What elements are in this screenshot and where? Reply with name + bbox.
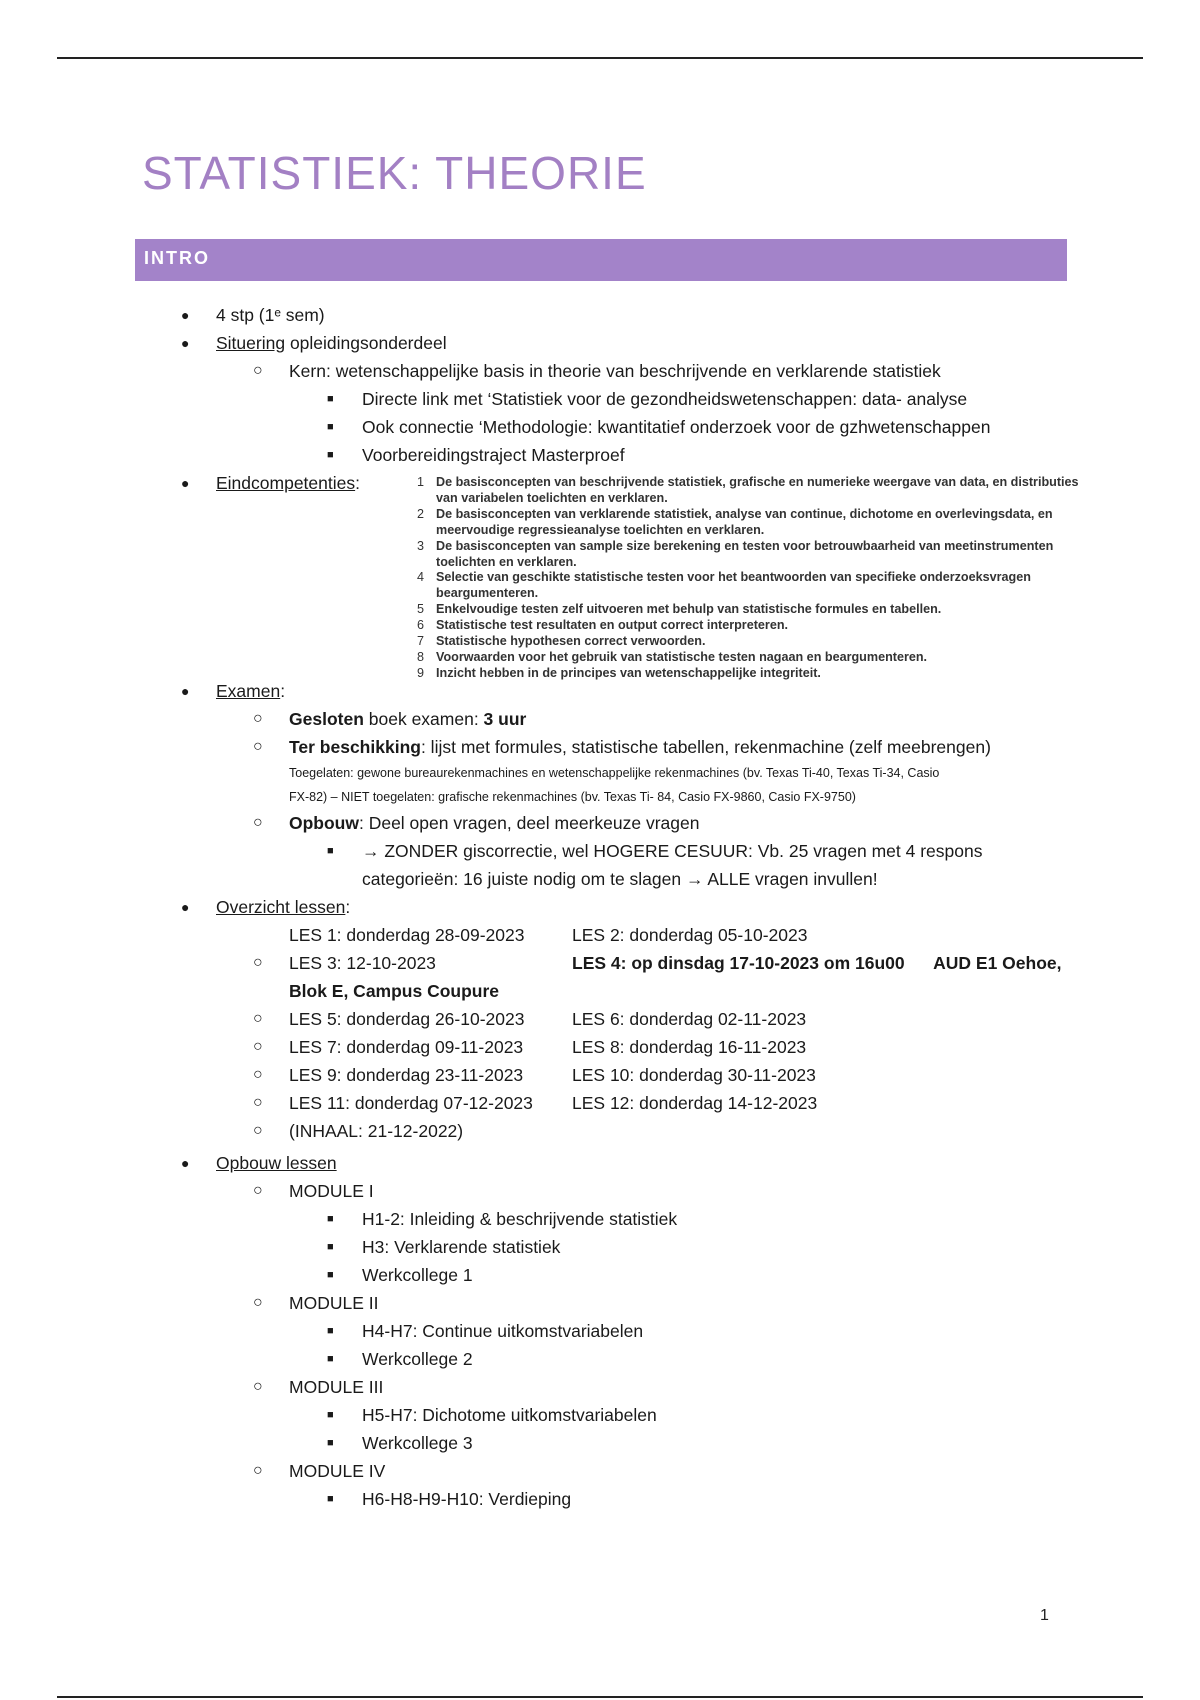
lesson-date: LES 6: donderdag 02-11-2023 — [572, 1009, 807, 1029]
lesson-date: LES 10: donderdag 30-11-2023 — [572, 1065, 816, 1085]
lesson-date: LES 8: donderdag 16-11-2023 — [572, 1037, 807, 1057]
list-item-gesloten — [253, 705, 1200, 733]
lesson-inhaal — [253, 1117, 1200, 1145]
circle-bullet-icon: ○ — [253, 1094, 263, 1111]
square-bullet-icon: ■ — [327, 1213, 334, 1225]
module-heading — [253, 1177, 1200, 1205]
competency-number: 6 — [417, 618, 425, 633]
competency-item — [413, 507, 1093, 539]
competency-item — [413, 539, 1093, 571]
square-bullet-icon: ■ — [327, 1325, 334, 1337]
competency-number: 3 — [417, 538, 425, 553]
list-item-kern-masterproef — [327, 441, 1200, 469]
footer-rule — [57, 1696, 1143, 1698]
document-body — [0, 301, 1200, 1513]
competency-text: Inzicht hebben in de principes van wetenschappelijke integriteit. — [436, 665, 821, 680]
cesuur-line-2: categorieën: 16 juiste nodig om te slagen → ALLE vragen invullen! — [362, 869, 878, 889]
inhaal-text: (INHAAL: 21-12-2022) — [289, 1121, 464, 1141]
module-item-text: H1-2: Inleiding & beschrijvende statistiek — [362, 1209, 678, 1229]
list-item-situering — [181, 329, 1200, 357]
competency-item — [413, 618, 1093, 634]
bullet-icon: ● — [181, 307, 190, 323]
kern-item-text: Ook connectie ‘Methodologie: kwantitatief onderzoek voor de gzhwetenschappen — [362, 417, 991, 437]
lesson-row-1-2 — [289, 921, 1200, 949]
module-item — [327, 1401, 1200, 1429]
list-item-stp — [181, 301, 1200, 329]
lesson-location-row — [289, 977, 1200, 1005]
module-item-text: Werkcollege 2 — [362, 1349, 473, 1369]
circle-bullet-icon: ○ — [253, 1066, 263, 1083]
circle-bullet-icon: ○ — [253, 814, 263, 831]
toegelaten-line-2: FX-82) – NIET toegelaten: grafische rekenmachines (bv. Texas Ti- 84, Casio FX-9860, Casio FX-9750) — [289, 790, 856, 804]
opbouw-text: : Deel open vragen, deel meerkeuze vragen — [358, 813, 700, 833]
circle-bullet-icon: ○ — [253, 710, 263, 727]
section-heading-intro: INTRO — [135, 239, 1067, 281]
lesson-location: Blok E, Campus Coupure — [289, 981, 500, 1001]
circle-bullet-icon: ○ — [253, 1122, 263, 1139]
competency-item — [413, 570, 1093, 602]
circle-bullet-icon: ○ — [253, 362, 263, 379]
lesson-date: LES 12: donderdag 14-12-2023 — [572, 1093, 818, 1113]
module-item — [327, 1233, 1200, 1261]
competency-text: Statistische hypothesen correct verwoorden. — [436, 634, 706, 649]
circle-bullet-icon: ○ — [253, 954, 263, 971]
bullet-icon: ● — [181, 683, 190, 699]
module-name: MODULE IV — [289, 1461, 386, 1481]
module-name: MODULE I — [289, 1181, 374, 1201]
module-item — [327, 1205, 1200, 1233]
module-heading — [253, 1457, 1200, 1485]
list-item-opbouw — [253, 809, 1200, 837]
module-item-text: H3: Verklarende statistiek — [362, 1237, 561, 1257]
lesson-date: LES 1: donderdag 28-09-2023 — [289, 925, 525, 945]
competency-number: 2 — [417, 506, 425, 521]
list-item-cesuur — [327, 837, 1200, 865]
exam-duration: 3 uur — [483, 709, 527, 729]
cesuur-line-1: → ZONDER giscorrectie, wel HOGERE CESUUR: Vb. 25 vragen met 4 respons — [362, 841, 983, 861]
competency-text: Statistische test resultaten en output correct interpreteren. — [436, 618, 789, 633]
module-item — [327, 1485, 1200, 1513]
lesson-date: LES 3: 12-10-2023 — [289, 953, 436, 973]
module-item-text: H4-H7: Continue uitkomstvariabelen — [362, 1321, 644, 1341]
competency-text: De basisconcepten van sample size berekening en testen voor betrouwbaarheid van meetinstrumenten toelichten en verklaren. — [436, 538, 1054, 569]
circle-bullet-icon: ○ — [253, 1462, 263, 1479]
lesson-row-9-10 — [253, 1061, 1200, 1089]
competency-list — [413, 475, 1093, 682]
module-item-text: H5-H7: Dichotome uitkomstvariabelen — [362, 1405, 657, 1425]
list-item-kern-connectie — [327, 413, 1200, 441]
list-item-opbouw-lessen — [181, 1149, 1200, 1177]
list-item-ter-beschikking — [253, 733, 1200, 761]
lesson-row-5-6 — [253, 1005, 1200, 1033]
situering-label: Situering — [216, 333, 286, 353]
list-item-eindcompetenties — [0, 469, 1200, 680]
lesson-row-7-8 — [253, 1033, 1200, 1061]
lesson-date: LES 11: donderdag 07-12-2023 — [289, 1093, 533, 1113]
competency-text: Enkelvoudige testen zelf uitvoeren met behulp van statistische formules en tabellen. — [436, 602, 942, 617]
module-item — [327, 1429, 1200, 1457]
square-bullet-icon: ■ — [327, 1241, 334, 1253]
lesson-row-11-12 — [253, 1089, 1200, 1117]
eindcompetenties-label: Eindcompetenties — [216, 473, 356, 493]
header-rule — [57, 57, 1143, 59]
circle-bullet-icon: ○ — [253, 1010, 263, 1027]
module-item-text: Werkcollege 3 — [362, 1433, 473, 1453]
kern-item-text: Directe link met ‘Statistiek voor de gezondheidswetenschappen: data- analyse — [362, 389, 968, 409]
module-item — [327, 1317, 1200, 1345]
lesson-row-3-4 — [253, 949, 1200, 977]
circle-bullet-icon: ○ — [253, 1378, 263, 1395]
lesson-date: LES 7: donderdag 09-11-2023 — [289, 1037, 524, 1057]
list-item-examen — [181, 677, 1200, 705]
competency-number: 5 — [417, 602, 425, 617]
competency-text: De basisconcepten van verklarende statistiek, analyse van continue, dichotome en overlevingsdata, en meervoudige regressieanalyse toelichten en verklaren. — [436, 506, 1053, 537]
gesloten-label: Gesloten — [289, 709, 364, 729]
square-bullet-icon: ■ — [327, 1437, 334, 1449]
competency-item — [413, 650, 1093, 666]
examen-colon: : — [280, 681, 286, 701]
competency-number: 7 — [417, 634, 425, 649]
lesson-date: LES 9: donderdag 23-11-2023 — [289, 1065, 524, 1085]
competency-text: De basisconcepten van beschrijvende statistiek, grafische en numerieke weergave van data, en distributies van variabelen toelichten en verklaren. — [436, 475, 1079, 505]
list-item-kern-link — [327, 385, 1200, 413]
circle-bullet-icon: ○ — [253, 738, 263, 755]
bullet-icon: ● — [181, 1155, 190, 1171]
competency-text: Voorwaarden voor het gebruik van statistische testen nagaan en beargumenteren. — [436, 649, 928, 664]
circle-bullet-icon: ○ — [253, 1038, 263, 1055]
examen-label: Examen — [216, 681, 281, 701]
competency-item — [413, 475, 1093, 507]
square-bullet-icon: ■ — [327, 1353, 334, 1365]
page-title: STATISTIEK: THEORIE — [142, 147, 647, 199]
bullet-icon: ● — [181, 475, 190, 491]
square-bullet-icon: ■ — [327, 1269, 334, 1281]
square-bullet-icon: ■ — [327, 1409, 334, 1421]
module-item-text: Werkcollege 1 — [362, 1265, 473, 1285]
beschikking-text: : lijst met formules, statistische tabellen, rekenmachine (zelf meebrengen) — [420, 737, 991, 757]
module-name: MODULE III — [289, 1377, 384, 1397]
bullet-icon: ● — [181, 335, 190, 351]
toegelaten-line-1: Toegelaten: gewone bureaurekenmachines en wetenschappelijke rekenmachines (bv. Texas Ti-40, Texas Ti-34, Casio — [289, 766, 940, 780]
module-heading — [253, 1373, 1200, 1401]
square-bullet-icon: ■ — [327, 845, 334, 857]
module-heading — [253, 1289, 1200, 1317]
module-item-text: H6-H8-H9-H10: Verdieping — [362, 1489, 572, 1509]
lesson-date: LES 5: donderdag 26-10-2023 — [289, 1009, 525, 1029]
eindcompetenties-heading — [216, 469, 360, 497]
kern-item-text: Voorbereidingstraject Masterproef — [362, 445, 625, 465]
circle-bullet-icon: ○ — [253, 1182, 263, 1199]
overzicht-colon: : — [345, 897, 351, 917]
list-item-kern — [253, 357, 1200, 385]
competency-text: Selectie van geschikte statistische testen voor het beantwoorden van specifieke onderzoeksvragen beargumenteren. — [436, 570, 1031, 601]
competency-number: 9 — [417, 665, 425, 680]
gesloten-text: boek examen: — [363, 709, 484, 729]
module-item — [327, 1261, 1200, 1289]
lesson-date-highlight: LES 4: op dinsdag 17-10-2023 om 16u00 AUD E1 Oehoe, — [572, 953, 1062, 973]
square-bullet-icon: ■ — [327, 421, 334, 433]
square-bullet-icon: ■ — [327, 393, 334, 405]
beschikking-label: Ter beschikking — [289, 737, 421, 757]
circle-bullet-icon: ○ — [253, 1294, 263, 1311]
eindcompetenties-colon: : — [355, 473, 360, 493]
bullet-icon: ● — [181, 899, 190, 915]
page-number: 1 — [1040, 1607, 1049, 1624]
stp-text: 4 stp (1ᵉ sem) — [216, 305, 325, 325]
situering-text: opleidingsonderdeel — [285, 333, 447, 353]
competency-item — [413, 602, 1093, 618]
lesson-date: LES 2: donderdag 05-10-2023 — [572, 925, 808, 945]
opbouw-label: Opbouw — [289, 813, 359, 833]
module-item — [327, 1345, 1200, 1373]
opbouw-lessen-label: Opbouw lessen — [216, 1153, 337, 1173]
competency-number: 1 — [417, 475, 425, 489]
competency-item — [413, 634, 1093, 650]
competency-number: 8 — [417, 649, 425, 664]
list-item-overzicht-lessen — [181, 893, 1200, 921]
overzicht-label: Overzicht lessen — [216, 897, 346, 917]
square-bullet-icon: ■ — [327, 449, 334, 461]
square-bullet-icon: ■ — [327, 1493, 334, 1505]
kern-text: Kern: wetenschappelijke basis in theorie van beschrijvende en verklarende statistiek — [289, 361, 941, 381]
competency-number: 4 — [417, 570, 425, 585]
module-name: MODULE II — [289, 1293, 379, 1313]
